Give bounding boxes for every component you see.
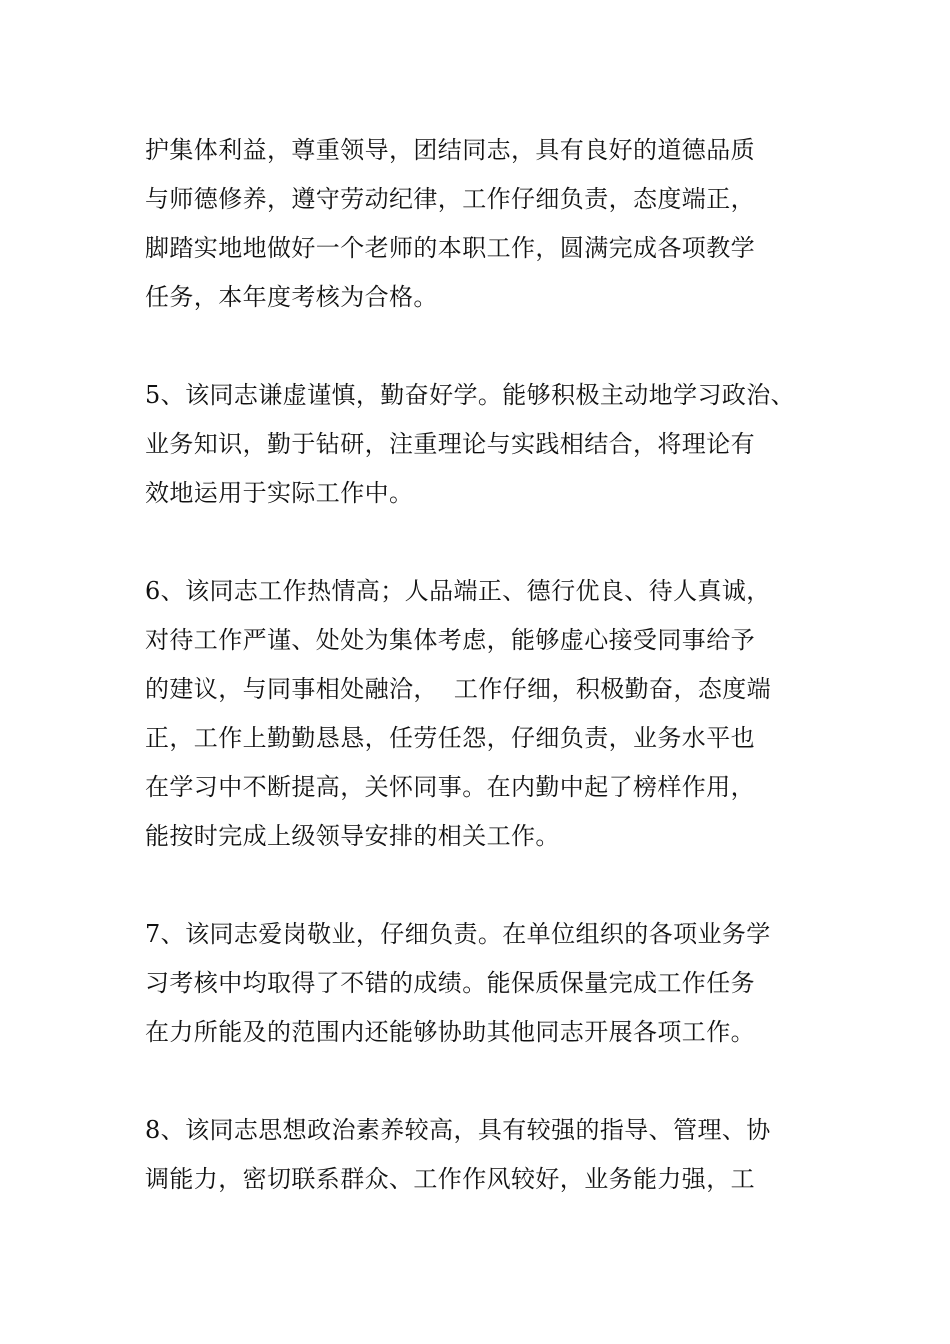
- text-line: 7、该同志爱岗敬业，仔细负责。在单位组织的各项业务学: [145, 920, 771, 948]
- document-body: [145, 126, 825, 1204]
- paragraph-item-5: [145, 371, 825, 518]
- text-line: 的建议，与同事相处融洽， 工作仔细，积极勤奋，态度端: [145, 675, 772, 703]
- text-line: 任务，本年度考核为合格。: [145, 283, 438, 311]
- text-line: 6、该同志工作热情高；人品端正、德行优良、待人真诚，: [145, 577, 771, 605]
- text-line: 脚踏实地地做好一个老师的本职工作，圆满完成各项教学: [145, 234, 755, 262]
- paragraph-item-6: [145, 567, 825, 861]
- text-line: 习考核中均取得了不错的成绩。能保质保量完成工作任务: [145, 969, 755, 997]
- paragraph-gap: [145, 518, 825, 567]
- paragraph-item-8: [145, 1106, 825, 1204]
- text-line: 在力所能及的范围内还能够协助其他同志开展各项工作。: [145, 1018, 755, 1046]
- text-line: 效地运用于实际工作中。: [145, 479, 414, 507]
- paragraph-gap: [145, 861, 825, 910]
- text-line: 5、该同志谦虚谨慎，勤奋好学。能够积极主动地学习政治、: [145, 381, 796, 409]
- text-line: 在学习中不断提高，关怀同事。在内勤中起了榜样作用，: [145, 773, 755, 801]
- text-line: 8、该同志思想政治素养较高，具有较强的指导、管理、协: [145, 1116, 771, 1144]
- text-line: 能按时完成上级领导安排的相关工作。: [145, 822, 560, 850]
- text-line: 调能力，密切联系群众、工作作风较好，业务能力强，工: [145, 1165, 755, 1193]
- text-line: 业务知识，勤于钻研，注重理论与实践相结合，将理论有: [145, 430, 755, 458]
- paragraph-gap: [145, 322, 825, 371]
- text-line: 对待工作严谨、处处为集体考虑，能够虚心接受同事给予: [145, 626, 755, 654]
- text-line: 与师德修养，遵守劳动纪律，工作仔细负责，态度端正，: [145, 185, 755, 213]
- paragraph-continuation: [145, 126, 825, 322]
- paragraph-gap: [145, 1057, 825, 1106]
- text-line: 正，工作上勤勤恳恳，任劳任怨，仔细负责，业务水平也: [145, 724, 755, 752]
- paragraph-item-7: [145, 910, 825, 1057]
- text-line: 护集体利益，尊重领导，团结同志，具有良好的道德品质: [145, 136, 755, 164]
